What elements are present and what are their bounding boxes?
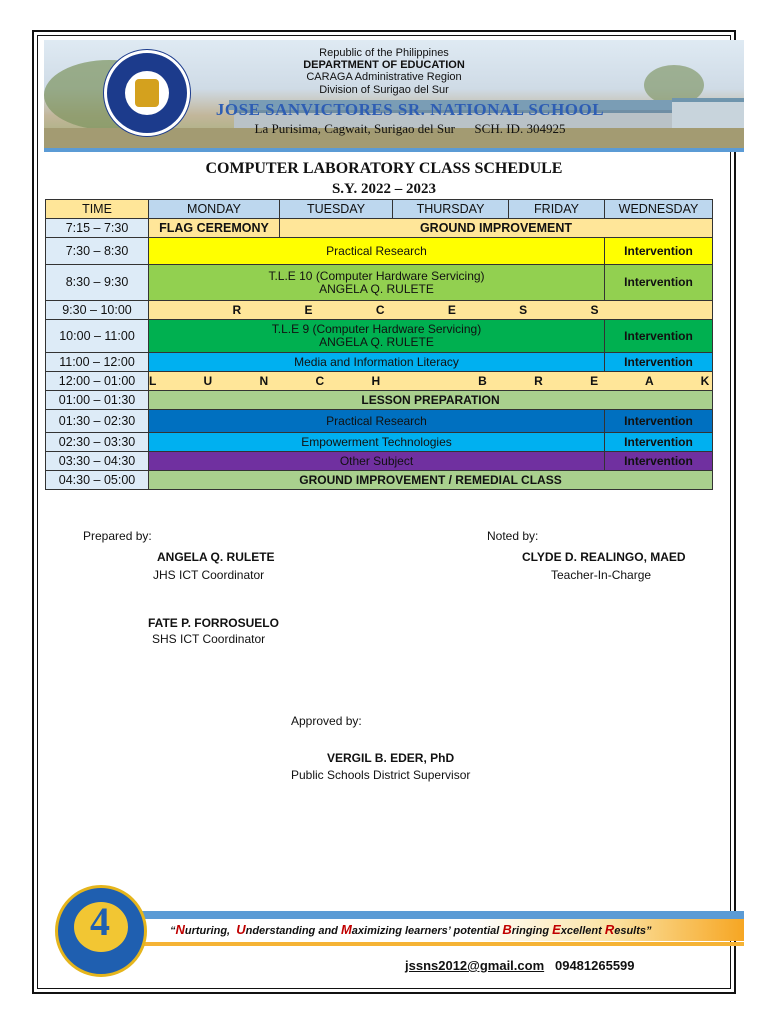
column-header: MONDAY (149, 200, 280, 219)
table-row (46, 353, 713, 372)
intervention-cell: Intervention (605, 452, 713, 471)
table-row (46, 452, 713, 471)
subject-cell: Other Subject (149, 452, 605, 471)
subject-cell (149, 265, 605, 301)
header-region: CARAGA Administrative Region (306, 71, 462, 83)
header-republic: Republic of the Philippines (319, 47, 449, 59)
school-logo: 4 (55, 885, 147, 977)
column-header: TUESDAY (280, 200, 393, 219)
ground-improvement-cell: GROUND IMPROVEMENT (280, 219, 713, 238)
noter-name: CLYDE D. REALINGO, MAED (522, 550, 686, 564)
preparer2-title: SHS ICT Coordinator (152, 632, 266, 646)
intervention-cell: Intervention (605, 320, 713, 353)
school-name: JOSE SANVICTORES SR. NATIONAL SCHOOL (215, 100, 605, 119)
flag-ceremony-cell: FLAG CEREMONY (149, 219, 280, 238)
teacher-name: ANGELA Q. RULETE (319, 281, 434, 296)
contact-email[interactable]: jssns2012@gmail.com (405, 958, 545, 973)
lesson-preparation-cell: LESSON PREPARATION (149, 391, 713, 410)
intervention-cell: Intervention (605, 353, 713, 372)
time-cell: 02:30 – 03:30 (46, 433, 149, 452)
teacher-name: ANGELA Q. RULETE (319, 335, 434, 349)
recess-cell: R E C E S S (149, 301, 713, 320)
preparer-title: JHS ICT Coordinator (153, 568, 265, 582)
intervention-cell: Intervention (605, 433, 713, 452)
prepared-by-label: Prepared by: (83, 529, 152, 543)
column-header: TIME (46, 200, 149, 219)
ground-improvement-remedial-cell: GROUND IMPROVEMENT / REMEDIAL CLASS (149, 471, 713, 490)
footer-contact (405, 958, 635, 973)
table-row (46, 320, 713, 353)
subject-cell: Practical Research (149, 238, 605, 265)
time-cell: 9:30 – 10:00 (46, 301, 149, 320)
time-cell: 12:00 – 01:00 (46, 372, 149, 391)
footer-rule-orange (140, 942, 744, 946)
table-row (46, 372, 713, 391)
approver-name: VERGIL B. EDER, PhD (327, 751, 455, 765)
intervention-cell: Intervention (605, 265, 713, 301)
table-row (46, 471, 713, 490)
lunch-break-cell: L U N C H B R E A K (149, 372, 713, 391)
intervention-cell: Intervention (605, 238, 713, 265)
time-cell: 7:15 – 7:30 (46, 219, 149, 238)
school-year: S.Y. 2022 – 2023 (331, 181, 437, 197)
table-row (46, 391, 713, 410)
preparer2-name: FATE P. FORROSUELO (148, 616, 279, 630)
noted-by-label: Noted by: (487, 529, 539, 543)
time-cell: 01:30 – 02:30 (46, 410, 149, 433)
subject-cell: Practical Research (149, 410, 605, 433)
school-address: La Purisima, Cagwait, Surigao del Sur SCH. ID. 304925 (254, 121, 566, 136)
page-border-inner (37, 35, 731, 989)
intervention-cell: Intervention (605, 410, 713, 433)
table-row (46, 238, 713, 265)
subject-cell (149, 320, 605, 353)
time-cell: 04:30 – 05:00 (46, 471, 149, 490)
table-row (46, 265, 713, 301)
contact-phone: 09481265599 (554, 958, 635, 973)
time-cell: 8:30 – 9:30 (46, 265, 149, 301)
document-title: COMPUTER LABORATORY CLASS SCHEDULE (205, 160, 563, 177)
time-cell: 03:30 – 04:30 (46, 452, 149, 471)
approved-by-label: Approved by: (291, 714, 362, 728)
header-department: DEPARTMENT OF EDUCATION (303, 59, 465, 71)
column-header: THURSDAY (393, 200, 509, 219)
table-row (46, 410, 713, 433)
approver-title: Public Schools District Supervisor (291, 768, 471, 782)
subject-name: T.L.E 9 (Computer Hardware Servicing) (271, 322, 482, 336)
time-cell: 01:00 – 01:30 (46, 391, 149, 410)
table-row (46, 219, 713, 238)
footer-rule-blue (140, 911, 744, 919)
header-division: Division of Surigao del Sur (319, 84, 449, 96)
subject-name: T.L.E 10 (Computer Hardware Servicing) (268, 268, 485, 283)
table-row (46, 301, 713, 320)
banner-rule (44, 148, 744, 152)
school-motto: “Nurturing, Understanding and Maximizing learners’ potential Bringing Excellent Results” (170, 922, 652, 937)
column-header: WEDNESDAY (605, 200, 713, 219)
noter-title: Teacher-In-Charge (551, 568, 652, 582)
schedule-table (45, 199, 732, 490)
subject-cell: Empowerment Technologies (149, 433, 605, 452)
column-header: FRIDAY (509, 200, 605, 219)
preparer-name: ANGELA Q. RULETE (157, 550, 275, 564)
table-row (46, 433, 713, 452)
time-cell: 11:00 – 12:00 (46, 353, 149, 372)
subject-cell: Media and Information Literacy (149, 353, 605, 372)
time-cell: 10:00 – 11:00 (46, 320, 149, 353)
time-cell: 7:30 – 8:30 (46, 238, 149, 265)
